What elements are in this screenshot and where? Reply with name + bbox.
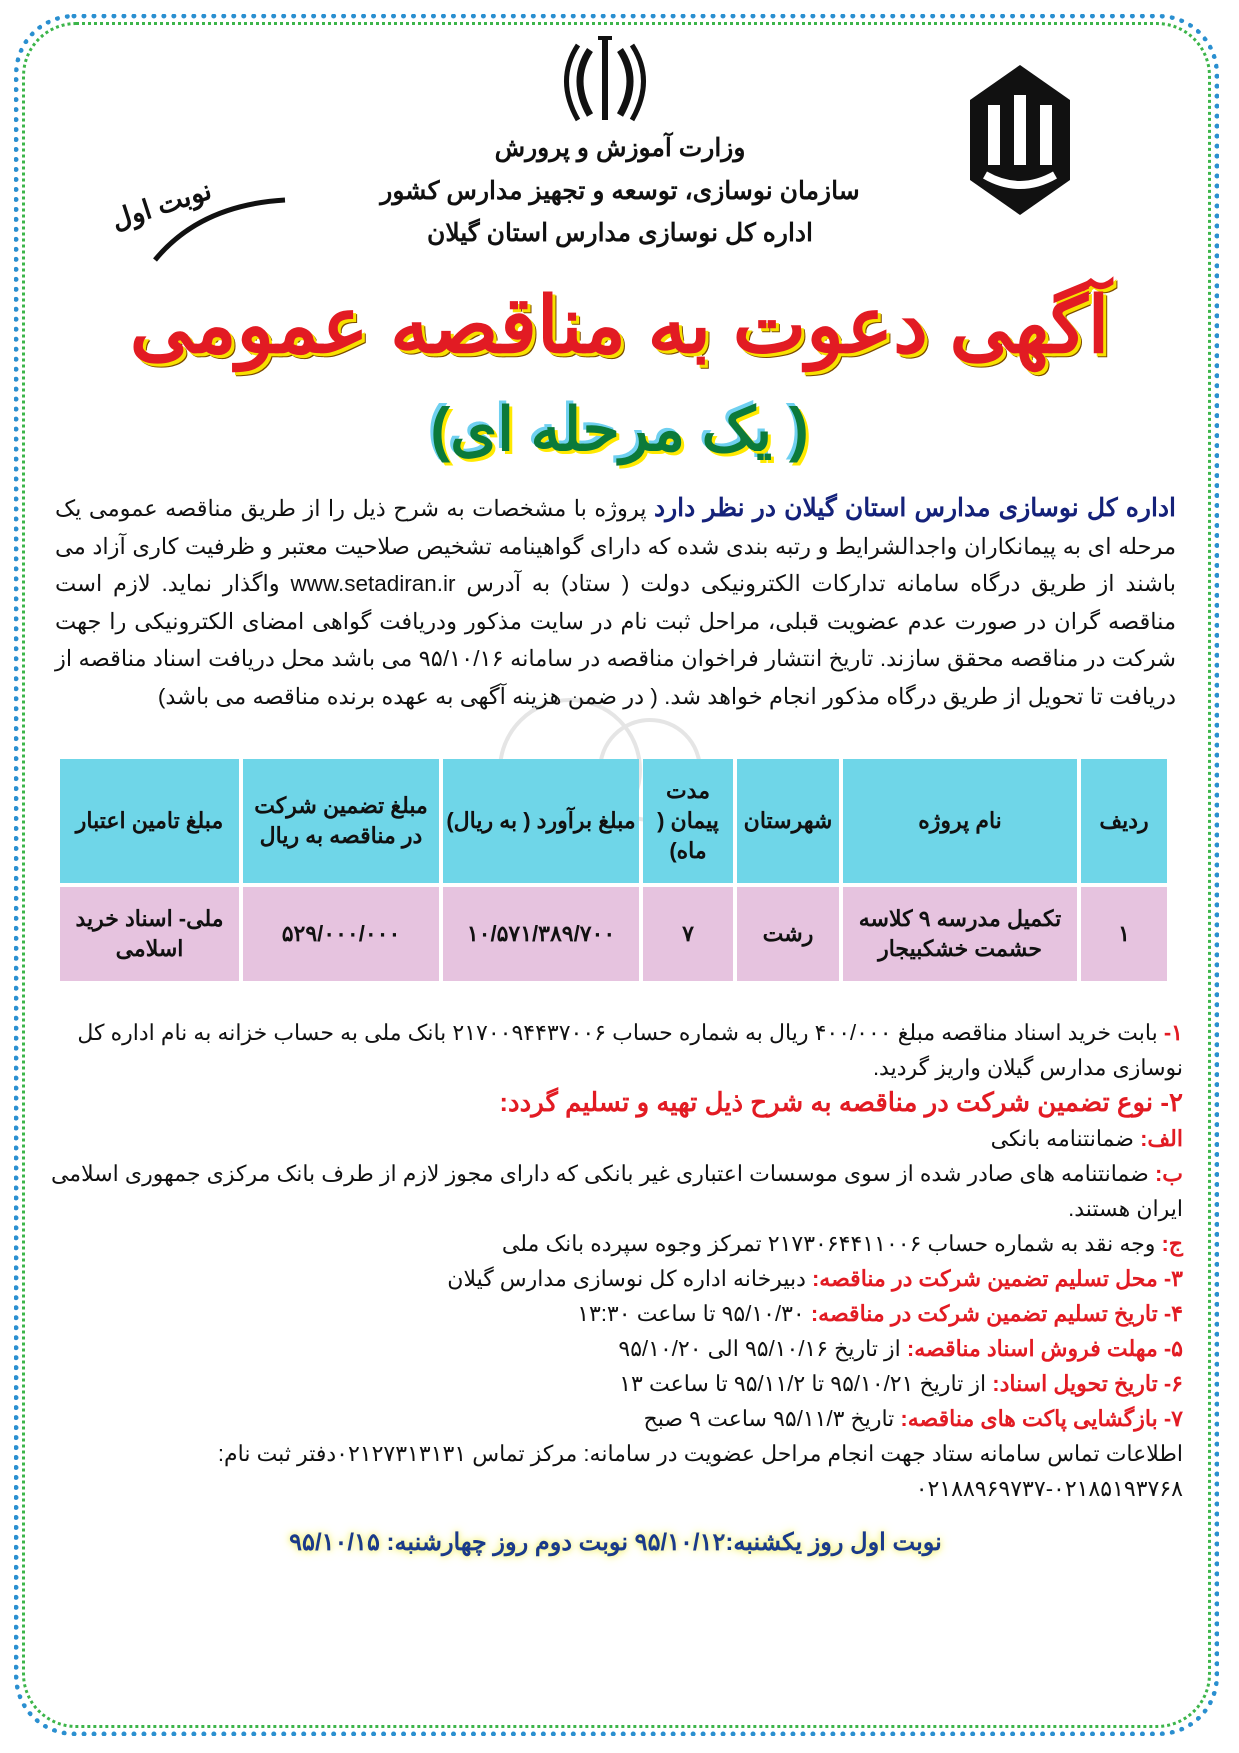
cell-city: رشت xyxy=(737,887,839,981)
cell-estimate: ۱۰/۵۷۱/۳۸۹/۷۰۰ xyxy=(443,887,639,981)
organization-logo-icon xyxy=(960,60,1080,220)
cell-guarantee: ۵۲۹/۰۰۰/۰۰۰ xyxy=(243,887,439,981)
ministry-name: وزارت آموزش و پرورش xyxy=(494,134,746,162)
list-item: ۶- تاریخ تحویل اسناد: از تاریخ ۹۵/۱۰/۲۱ تا ۹۵/۱۱/۲ تا ساعت ۱۳ xyxy=(619,1371,1183,1396)
page-subtitle: ( یک مرحله ای) xyxy=(430,396,809,463)
table-row xyxy=(60,887,1167,981)
office-name: اداره کل نوسازی مدارس استان گیلان xyxy=(426,219,814,247)
list-item: ۱- بابت خرید اسناد مناقصه مبلغ ۴۰۰/۰۰۰ ریال به شماره حساب ۲۱۷۰۰۹۴۴۳۷۰۰۶ بانک ملی به حساب خزانه به نام اداره کل نوسازی مدارس گیلان واریز گردید. xyxy=(77,1020,1183,1080)
list-item: ۵- مهلت فروش اسناد مناقصه: از تاریخ ۹۵/۱۰/۱۶ الی ۹۵/۱۰/۲۰ xyxy=(618,1336,1183,1361)
header-duration: مدت پیمان ( ماه) xyxy=(643,759,733,883)
main-content xyxy=(48,490,1183,1560)
header-funding: مبلغ تامین اعتبار xyxy=(60,759,239,883)
header-estimate: مبلغ برآورد ( به ریال) xyxy=(443,759,639,883)
page-title: آگهی دعوت به مناقصه عمومی xyxy=(129,281,1110,369)
list-item: ب: ضمانتنامه های صادر شده از سوی موسسات اعتباری غیر بانکی که دارای مجوز لازم از طرف بانک مرکزی جمهوری اسلامی ایران هستند. xyxy=(50,1161,1183,1221)
header-project-name: نام پروژه xyxy=(843,759,1077,883)
cell-duration: ۷ xyxy=(643,887,733,981)
header-city: شهرستان xyxy=(737,759,839,883)
conditions-list xyxy=(48,1015,1183,1506)
project-table xyxy=(56,755,1171,985)
list-item: ۴- تاریخ تسلیم تضمین شرکت در مناقصه: ۹۵/۱۰/۳۰ تا ساعت ۱۳:۳۰ xyxy=(577,1301,1183,1326)
header-guarantee: مبلغ تضمین شرکت در مناقصه به ریال xyxy=(243,759,439,883)
list-item: ۳- محل تسلیم تضمین شرکت در مناقصه: دبیرخانه اداره کل نوسازی مدارس گیلان xyxy=(447,1266,1183,1291)
cell-row-number: ۱ xyxy=(1081,887,1167,981)
list-item: ۷- بازگشایی پاکت های مناقصه: تاریخ ۹۵/۱۱/۳ ساعت ۹ صبح xyxy=(643,1406,1183,1431)
cell-project-name: تکمیل مدرسه ۹ کلاسه حشمت خشکبیجار xyxy=(843,887,1077,981)
organization-name: سازمان نوسازی، توسعه و تجهیز مدارس کشور xyxy=(380,177,860,205)
cell-funding: ملی- اسناد خرید اسلامی xyxy=(60,887,239,981)
list-item: ۲- نوع تضمین شرکت در مناقصه به شرح ذیل تهیه و تسلیم گردد: xyxy=(499,1087,1183,1117)
list-item: ج: وجه نقد به شماره حساب ۲۱۷۳۰۶۴۴۱۱۰۰۶ تمرکز وجوه سپرده بانک ملی xyxy=(501,1231,1183,1256)
publication-dates: نوبت اول روز یکشنبه:۹۵/۱۰/۱۲ نوبت دوم روز چهارشنبه: ۹۵/۱۰/۱۵ xyxy=(289,1529,942,1556)
header-row-number: ردیف xyxy=(1081,759,1167,883)
list-item: الف: ضمانتنامه بانکی xyxy=(990,1126,1183,1151)
contact-info: اطلاعات تماس سامانه ستاد جهت انجام مراحل عضویت در سامانه: مرکز تماس ۰۲۱۲۷۳۱۳۱۳۱دفتر ثبت نام: ۰۲۱۸۵۱۹۳۷۶۸-۰۲۱۸۸۹۶۹۷۳۷ xyxy=(217,1441,1183,1501)
swoosh-decoration-icon xyxy=(150,195,290,265)
turn-label: نوبت اول xyxy=(107,174,216,236)
iran-emblem-icon xyxy=(560,30,650,130)
intro-body: پروژه با مشخصات به شرح ذیل را از طریق مناقصه عمومی یک مرحله ای به پیمانکاران واجدالشرایط و رتبه بندی شده که دارای گواهینامه تشخیص صلاحیت معتبر و ظرفیت کاری آزاد می باشند از طریق درگاه سامانه تدارکات الکترونیکی دولت ( ستاد) به آدرس www.setadiran.ir واگذار نماید. لازم است مناقصه گران در صورت عدم عضویت قبلی، مراحل ثبت نام در سایت مذکور ودریافت گواهی امضای الکترونیکی را جهت شرکت در مناقصه محقق سازند. تاریخ انتشار فراخوان مناقصه در سامانه ۹۵/۱۰/۱۶ می باشد محل دریافت اسناد مناقصه از دریافت تا تحویل از طریق درگاه مذکور انجام خواهد شد. ( در ضمن هزینه آگهی به عهده برنده مناقصه می باشد) xyxy=(55,496,1176,709)
intro-paragraph xyxy=(48,490,1183,715)
intro-lead: اداره کل نوسازی مدارس استان گیلان در نظر دارد xyxy=(653,494,1176,522)
